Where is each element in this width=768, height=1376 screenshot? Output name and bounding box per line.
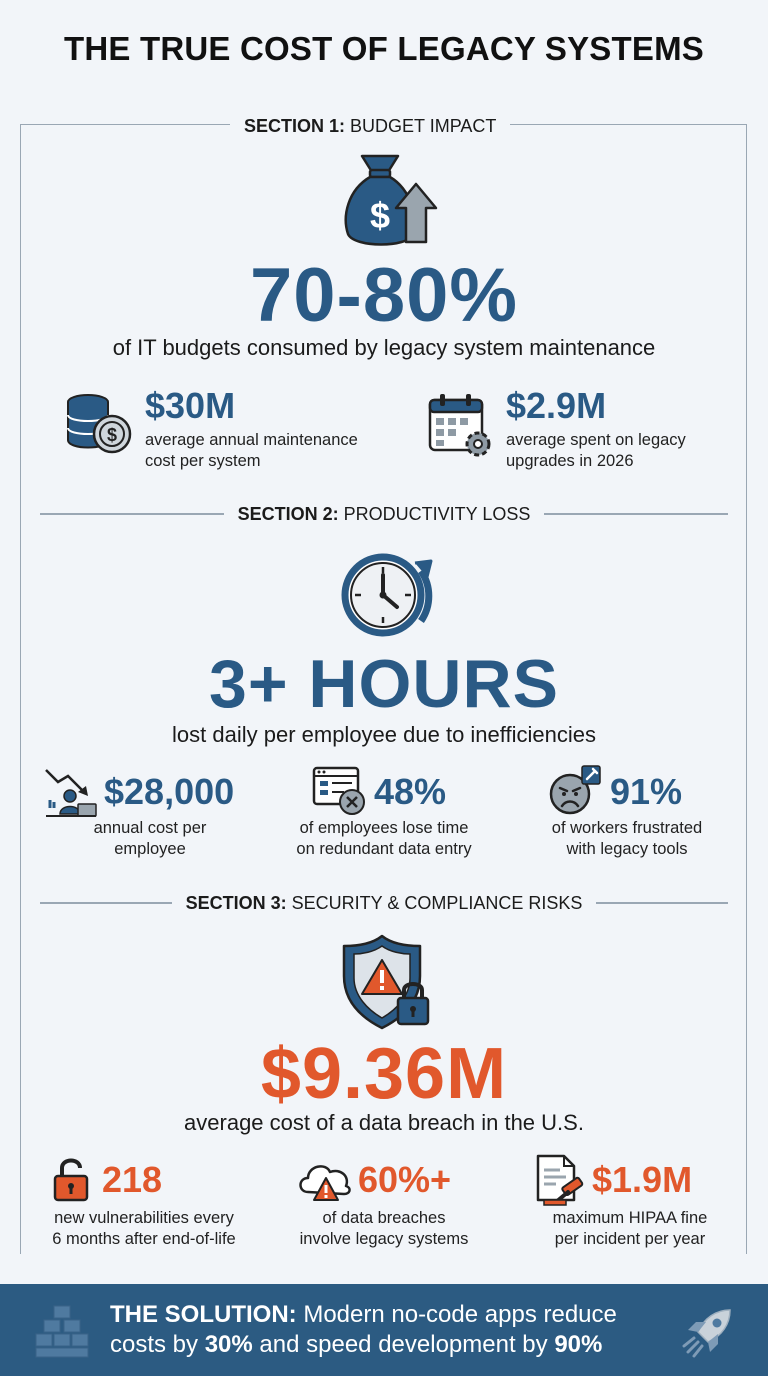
section-3-title: SECURITY & COMPLIANCE RISKS	[291, 892, 583, 913]
frustrated-desc-line2: with legacy tools	[566, 840, 688, 858]
breaches-legacy-desc	[284, 1208, 484, 1250]
hipaa-fine-value-wrap	[592, 1159, 693, 1200]
employee-downtrend-icon	[42, 764, 100, 818]
budget-headline-desc: of IT budgets consumed by legacy system maintenance	[112, 335, 656, 360]
solution-speed-value: 90%	[554, 1331, 603, 1358]
svg-text:$: $	[106, 425, 118, 445]
solution-banner	[0, 1284, 768, 1376]
frustrated-desc-line1: of workers frustrated	[551, 819, 703, 837]
open-lock-icon	[52, 1156, 92, 1202]
hipaa-fine-desc-line2: per incident per year	[554, 1230, 706, 1248]
annual-cost-desc-line2: employee	[114, 840, 186, 858]
vulnerabilities-value: 218	[102, 1159, 163, 1200]
form-error-icon	[312, 766, 368, 816]
hipaa-fine-desc	[530, 1208, 730, 1250]
solution-text	[110, 1300, 670, 1360]
calendar-gear-icon	[428, 392, 496, 462]
document-gavel-icon	[534, 1154, 586, 1206]
section-2-number: SECTION 2:	[237, 503, 339, 524]
hipaa-fine-value: $1.9M	[592, 1159, 693, 1200]
vulnerabilities-desc-line2: 6 months after end-of-life	[52, 1230, 236, 1248]
shield-warning-lock-icon	[338, 932, 438, 1032]
upgrade-cost-value: $2.9M	[506, 385, 607, 426]
section-1-title: BUDGET IMPACT	[350, 115, 497, 136]
svg-text:$: $	[369, 195, 391, 236]
vulnerabilities-desc-line1: new vulnerabilities every	[54, 1209, 234, 1227]
maintenance-cost-stat	[145, 385, 358, 472]
section-2-title: PRODUCTIVITY LOSS	[343, 503, 531, 524]
upgrade-cost-desc-line2: upgrades in 2026	[506, 452, 634, 470]
annual-cost-desc-line1: annual cost per	[93, 819, 207, 837]
section-3-number: SECTION 3:	[185, 892, 287, 913]
maintenance-cost-value: $30M	[145, 385, 236, 426]
productivity-headline-value: 3+ HOURS	[209, 646, 559, 722]
breaches-legacy-value: 60%+	[358, 1159, 452, 1200]
solution-text-2: costs by	[110, 1331, 199, 1358]
section-2-header	[40, 502, 728, 526]
upgrade-cost-desc-line1: average spent on legacy	[506, 431, 686, 449]
redundant-entry-desc	[284, 818, 484, 860]
frustrated-face-icon	[548, 764, 604, 816]
section-1-header	[40, 114, 728, 138]
database-coin-icon	[64, 390, 134, 460]
hipaa-fine-desc-line1: maximum HIPAA fine	[552, 1209, 708, 1227]
cloud-warning-icon	[296, 1158, 354, 1204]
budget-headline-value: 70-80%	[250, 253, 518, 338]
breach-headline-value: $9.36M	[260, 1034, 508, 1114]
breach-headline-desc: average cost of a data breach in the U.S.	[184, 1110, 584, 1135]
annual-cost-desc	[50, 818, 250, 860]
section-1-number: SECTION 1:	[244, 115, 346, 136]
page-title: THE TRUE COST OF LEGACY SYSTEMS	[64, 30, 704, 67]
redundant-entry-desc-line2: on redundant data entry	[296, 840, 472, 858]
money-bag-up-arrow-icon	[338, 150, 438, 250]
solution-text-3: and speed development by	[259, 1331, 548, 1358]
solution-text-1: Modern no-code apps reduce	[303, 1301, 617, 1328]
frustrated-value-wrap	[610, 771, 683, 812]
annual-cost-value: $28,000	[104, 771, 235, 812]
breaches-legacy-desc-line2: involve legacy systems	[299, 1230, 469, 1248]
breaches-legacy-value-wrap	[358, 1159, 452, 1200]
annual-cost-value-wrap	[104, 771, 235, 812]
vulnerabilities-desc	[32, 1208, 256, 1250]
breaches-legacy-desc-line1: of data breaches	[322, 1209, 446, 1227]
maintenance-cost-desc-line1: average annual maintenance	[145, 431, 358, 449]
solution-cost-value: 30%	[204, 1331, 253, 1358]
redundant-entry-desc-line1: of employees lose time	[299, 819, 469, 837]
redundant-entry-value: 48%	[374, 771, 447, 812]
clock-cycle-icon	[333, 541, 437, 645]
frustrated-value: 91%	[610, 771, 683, 812]
frustrated-desc	[527, 818, 727, 860]
section-3-header	[40, 891, 728, 915]
vulnerabilities-value-wrap	[102, 1159, 163, 1200]
solution-label: THE SOLUTION:	[110, 1301, 297, 1328]
rocket-icon	[680, 1304, 736, 1360]
redundant-entry-value-wrap	[374, 771, 447, 812]
blocks-icon	[34, 1304, 90, 1358]
maintenance-cost-desc-line2: cost per system	[145, 452, 261, 470]
productivity-headline-desc: lost daily per employee due to inefficiencies	[172, 722, 596, 747]
upgrade-cost-stat	[506, 385, 686, 472]
